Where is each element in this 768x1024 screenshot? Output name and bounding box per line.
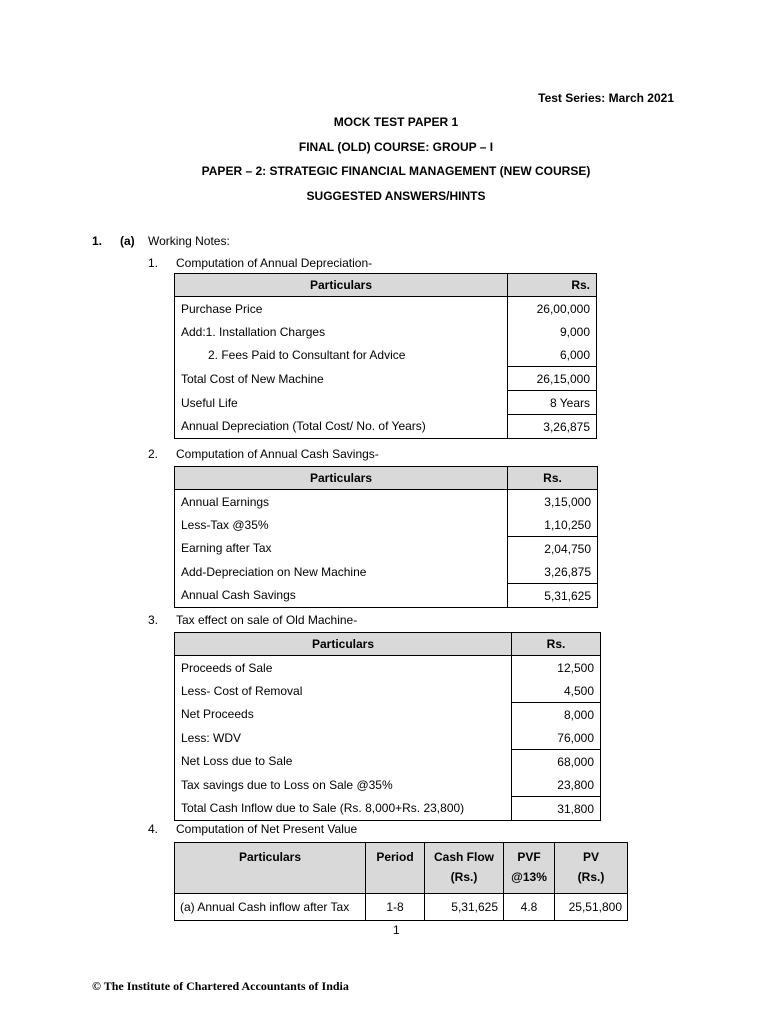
row-value: 1,10,250: [508, 513, 598, 537]
row-label: Annual Cash Savings: [175, 584, 508, 608]
col-particulars: Particulars: [175, 467, 508, 490]
col-pv: PV (Rs.): [555, 843, 628, 894]
col-rs: Rs.: [512, 633, 601, 656]
row-value: 3,15,000: [508, 490, 598, 514]
table-row: [175, 415, 597, 439]
row-label: Total Cost of New Machine: [175, 367, 508, 391]
row-label: Less: WDV: [175, 726, 512, 750]
row-label: Net Loss due to Sale: [175, 750, 512, 774]
row-label: Add-Depreciation on New Machine: [175, 560, 508, 584]
row-label: Proceeds of Sale: [175, 656, 512, 680]
row-value: 76,000: [512, 726, 601, 750]
table-row: [175, 560, 598, 584]
table-row: [175, 773, 601, 797]
row-label: Less- Cost of Removal: [175, 679, 512, 703]
row-value: 8 Years: [508, 391, 597, 415]
row-label: Useful Life: [175, 391, 508, 415]
test-series-label: Test Series: March 2021: [538, 91, 674, 105]
row-value: 3,26,875: [508, 415, 597, 439]
question-text: Working Notes:: [148, 234, 230, 248]
table-row: [175, 726, 601, 750]
row-value: 31,800: [512, 797, 601, 821]
row-value: 4,500: [512, 679, 601, 703]
subject-title: PAPER – 2: STRATEGIC FINANCIAL MANAGEMENT (NEW COURSE): [201, 164, 591, 178]
row-value: 12,500: [512, 656, 601, 680]
row-label: Total Cash Inflow due to Sale (Rs. 8,000+Rs. 23,800): [175, 797, 512, 821]
col-rs: Rs.: [508, 274, 597, 297]
answers-title: SUGGESTED ANSWERS/HINTS: [306, 189, 486, 203]
col-rs: Rs.: [508, 467, 598, 490]
row-value: 26,00,000: [508, 297, 597, 321]
note-1-number: 1.: [148, 256, 159, 270]
row-label: Earning after Tax: [175, 537, 508, 561]
row-period: 1-8: [366, 894, 425, 921]
row-value: 8,000: [512, 703, 601, 727]
row-particulars: (a) Annual Cash inflow after Tax: [175, 894, 366, 921]
col-particulars: Particulars: [175, 274, 508, 297]
question-number: 1.: [92, 234, 103, 248]
col-pvf: PVF @13%: [504, 843, 555, 894]
row-value: 2,04,750: [508, 537, 598, 561]
row-value: 3,26,875: [508, 560, 598, 584]
table-row: [175, 343, 597, 367]
cash-savings-table: [174, 466, 598, 608]
row-cash-flow: 5,31,625: [425, 894, 504, 921]
note-2-title: Computation of Annual Cash Savings-: [176, 447, 379, 461]
row-label: Annual Earnings: [175, 490, 508, 514]
table-row: [175, 537, 598, 561]
table-row: [175, 320, 597, 343]
note-3-title: Tax effect on sale of Old Machine-: [176, 613, 358, 627]
old-machine-tax-table: [174, 632, 601, 821]
footer-copyright: © The Institute of Chartered Accountants of India: [92, 979, 349, 993]
table-row: [175, 656, 601, 680]
page-number: 1: [393, 923, 400, 937]
note-1-title: Computation of Annual Depreciation-: [176, 256, 373, 270]
row-label: 2. Fees Paid to Consultant for Advice: [175, 343, 508, 367]
row-value: 9,000: [508, 320, 597, 343]
row-label: Less-Tax @35%: [175, 513, 508, 537]
row-label: Annual Depreciation (Total Cost/ No. of Years): [175, 415, 508, 439]
row-label: Net Proceeds: [175, 703, 512, 727]
col-particulars: Particulars: [175, 843, 366, 894]
question-part: (a): [120, 234, 135, 248]
table-row: [175, 513, 598, 537]
row-value: 6,000: [508, 343, 597, 367]
table-row: [175, 367, 597, 391]
table-row: [175, 703, 601, 727]
depreciation-table: [174, 273, 597, 439]
table-row: [175, 391, 597, 415]
note-3-number: 3.: [148, 613, 159, 627]
col-period: Period: [366, 843, 425, 894]
course-title: FINAL (OLD) COURSE: GROUP – I: [298, 140, 494, 154]
paper-title: MOCK TEST PAPER 1: [333, 115, 459, 129]
table-row: [175, 297, 597, 321]
row-label: Purchase Price: [175, 297, 508, 321]
row-value: 5,31,625: [508, 584, 598, 608]
row-pv: 25,51,800: [555, 894, 628, 921]
col-cash-flow: Cash Flow (Rs.): [425, 843, 504, 894]
table-row: [175, 584, 598, 608]
row-value: 68,000: [512, 750, 601, 774]
table-row: [175, 679, 601, 703]
row-pvf: 4.8: [504, 894, 555, 921]
note-4-title: Computation of Net Present Value: [176, 822, 358, 836]
row-value: 23,800: [512, 773, 601, 797]
table-row: [175, 894, 628, 921]
table-row: [175, 797, 601, 821]
row-value: 26,15,000: [508, 367, 597, 391]
table-row: [175, 490, 598, 514]
note-4-number: 4.: [148, 822, 159, 836]
col-particulars: Particulars: [175, 633, 512, 656]
note-2-number: 2.: [148, 447, 159, 461]
row-label: Tax savings due to Loss on Sale @35%: [175, 773, 512, 797]
npv-table: [174, 842, 628, 921]
table-row: [175, 750, 601, 774]
row-label: Add:1. Installation Charges: [175, 320, 508, 343]
